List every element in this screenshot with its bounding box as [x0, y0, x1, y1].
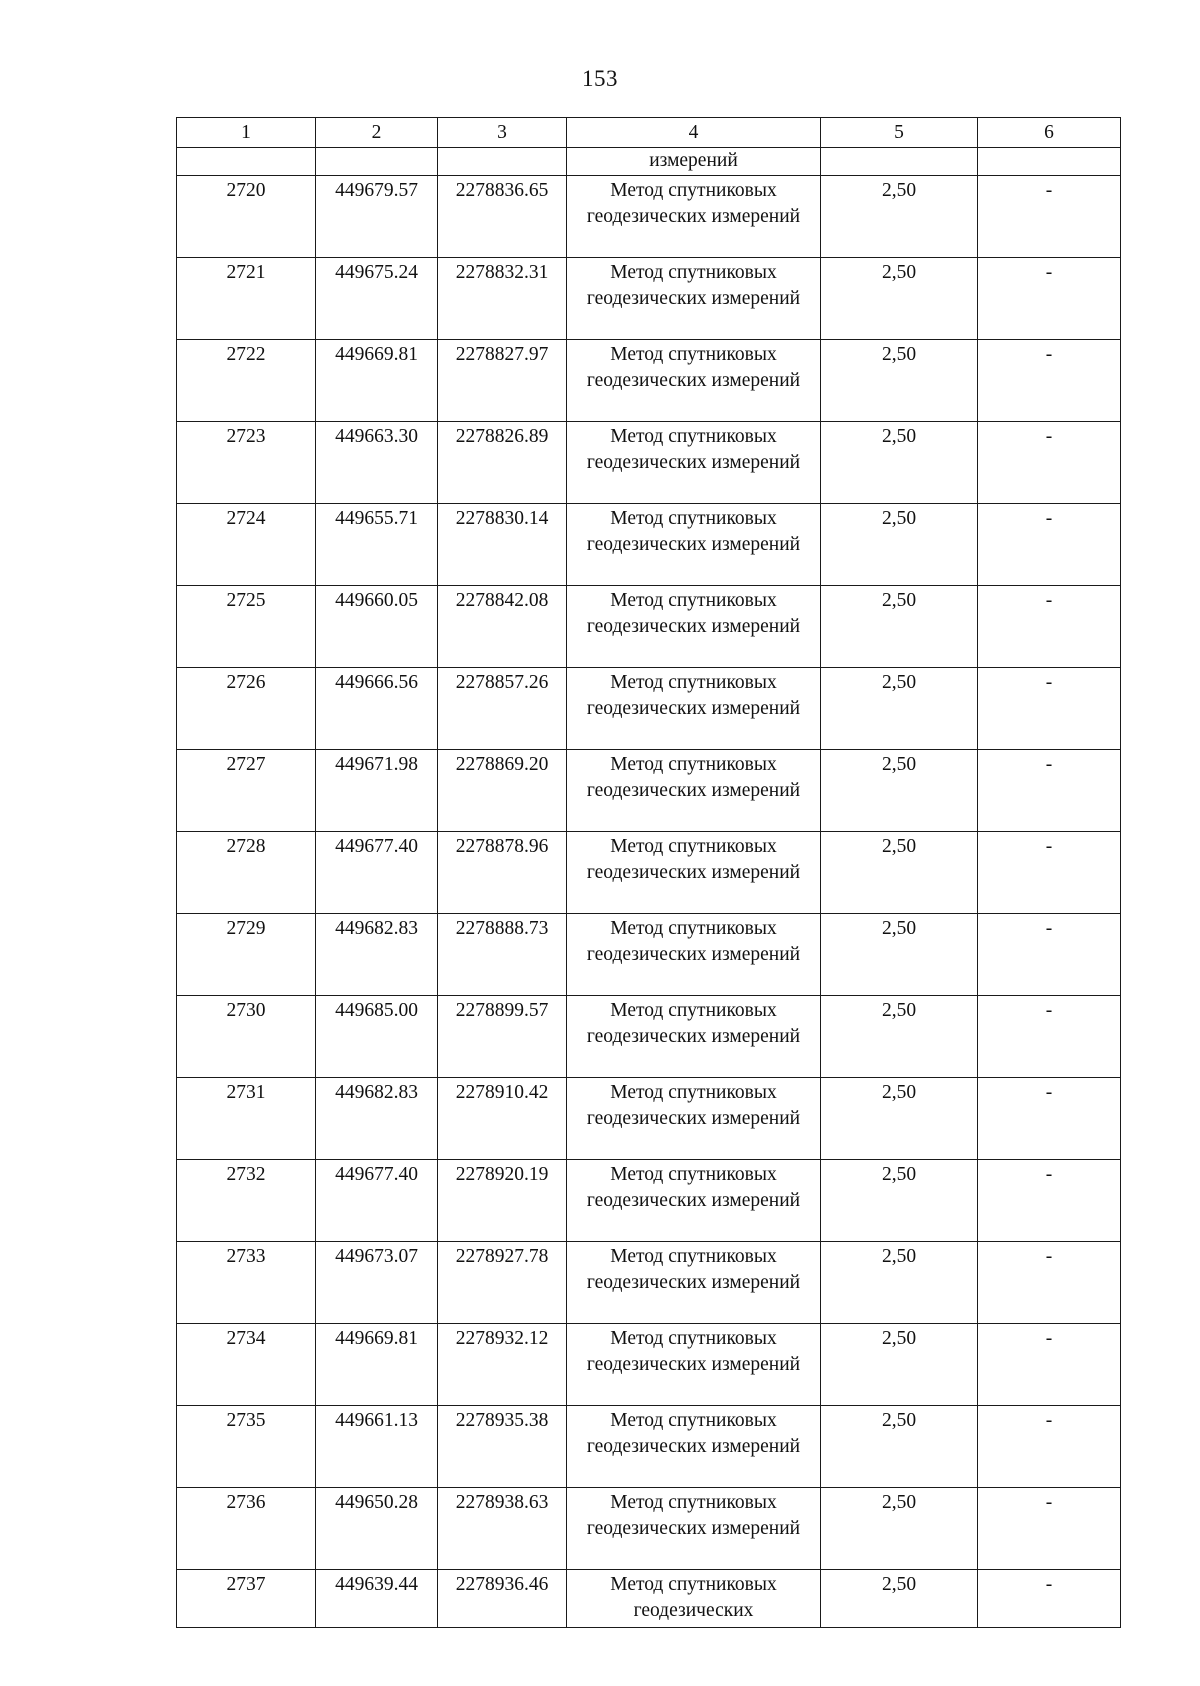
x-coordinate-cell: 449661.13: [316, 1406, 438, 1488]
continuation-row: [177, 148, 1121, 176]
table-row: [177, 422, 1121, 504]
point-number-cell: 2733: [177, 1242, 316, 1324]
point-number-cell: 2725: [177, 586, 316, 668]
point-number-cell: 2735: [177, 1406, 316, 1488]
x-coordinate-cell: 449671.98: [316, 750, 438, 832]
method-cell: Метод спутниковых геодезических измерений: [567, 1406, 821, 1488]
x-coordinate-cell: 449669.81: [316, 340, 438, 422]
y-coordinate-cell: 2278920.19: [438, 1160, 567, 1242]
note-cell: -: [978, 750, 1121, 832]
y-coordinate-cell: 2278830.14: [438, 504, 567, 586]
x-coordinate-cell: 449639.44: [316, 1570, 438, 1628]
note-cell: -: [978, 258, 1121, 340]
column-number-row: [177, 118, 1121, 148]
accuracy-cell: 2,50: [821, 750, 978, 832]
table-row: [177, 1570, 1121, 1628]
point-number-cell: 2721: [177, 258, 316, 340]
column-header: 3: [438, 118, 567, 148]
point-number-cell: 2737: [177, 1570, 316, 1628]
x-coordinate-cell: 449685.00: [316, 996, 438, 1078]
method-cell: Метод спутниковых геодезических измерений: [567, 176, 821, 258]
table-body: [177, 118, 1121, 1628]
column-header: 1: [177, 118, 316, 148]
table-cell: [978, 148, 1121, 176]
note-cell: -: [978, 340, 1121, 422]
table-row: [177, 258, 1121, 340]
x-coordinate-cell: 449655.71: [316, 504, 438, 586]
point-number-cell: 2734: [177, 1324, 316, 1406]
x-coordinate-cell: 449666.56: [316, 668, 438, 750]
y-coordinate-cell: 2278927.78: [438, 1242, 567, 1324]
point-number-cell: 2731: [177, 1078, 316, 1160]
y-coordinate-cell: 2278935.38: [438, 1406, 567, 1488]
method-cell: Метод спутниковых геодезических измерений: [567, 504, 821, 586]
x-coordinate-cell: 449669.81: [316, 1324, 438, 1406]
point-number-cell: 2736: [177, 1488, 316, 1570]
table-row: [177, 750, 1121, 832]
table-row: [177, 1406, 1121, 1488]
table-row: [177, 586, 1121, 668]
page-number: 153: [582, 66, 618, 91]
method-cell: Метод спутниковых геодезических измерений: [567, 258, 821, 340]
table-cell: измерений: [567, 148, 821, 176]
method-cell: Метод спутниковых геодезических измерений: [567, 586, 821, 668]
point-number-cell: 2722: [177, 340, 316, 422]
table-row: [177, 504, 1121, 586]
column-header: 4: [567, 118, 821, 148]
accuracy-cell: 2,50: [821, 668, 978, 750]
note-cell: -: [978, 1324, 1121, 1406]
y-coordinate-cell: 2278842.08: [438, 586, 567, 668]
note-cell: -: [978, 914, 1121, 996]
method-cell: Метод спутниковых геодезических измерений: [567, 914, 821, 996]
point-number-cell: 2723: [177, 422, 316, 504]
note-cell: -: [978, 668, 1121, 750]
accuracy-cell: 2,50: [821, 176, 978, 258]
y-coordinate-cell: 2278899.57: [438, 996, 567, 1078]
accuracy-cell: 2,50: [821, 1078, 978, 1160]
note-cell: -: [978, 504, 1121, 586]
y-coordinate-cell: 2278878.96: [438, 832, 567, 914]
point-number-cell: 2727: [177, 750, 316, 832]
x-coordinate-cell: 449682.83: [316, 1078, 438, 1160]
x-coordinate-cell: 449663.30: [316, 422, 438, 504]
x-coordinate-cell: 449650.28: [316, 1488, 438, 1570]
table-cell: [177, 148, 316, 176]
accuracy-cell: 2,50: [821, 1488, 978, 1570]
note-cell: -: [978, 422, 1121, 504]
x-coordinate-cell: 449677.40: [316, 1160, 438, 1242]
column-header: 2: [316, 118, 438, 148]
column-header: 5: [821, 118, 978, 148]
table-row: [177, 668, 1121, 750]
y-coordinate-cell: 2278826.89: [438, 422, 567, 504]
table-row: [177, 1324, 1121, 1406]
table-row: [177, 1242, 1121, 1324]
y-coordinate-cell: 2278869.20: [438, 750, 567, 832]
y-coordinate-cell: 2278938.63: [438, 1488, 567, 1570]
method-cell: Метод спутниковых геодезических измерений: [567, 1078, 821, 1160]
accuracy-cell: 2,50: [821, 422, 978, 504]
point-number-cell: 2730: [177, 996, 316, 1078]
method-cell: Метод спутниковых геодезических измерений: [567, 832, 821, 914]
point-number-cell: 2726: [177, 668, 316, 750]
table-cell: [316, 148, 438, 176]
y-coordinate-cell: 2278836.65: [438, 176, 567, 258]
method-cell: Метод спутниковых геодезических измерений: [567, 750, 821, 832]
table-row: [177, 340, 1121, 422]
accuracy-cell: 2,50: [821, 340, 978, 422]
point-number-cell: 2724: [177, 504, 316, 586]
x-coordinate-cell: 449677.40: [316, 832, 438, 914]
note-cell: -: [978, 1488, 1121, 1570]
point-number-cell: 2720: [177, 176, 316, 258]
accuracy-cell: 2,50: [821, 1324, 978, 1406]
coordinates-table: [176, 117, 1121, 1628]
method-cell: Метод спутниковых геодезических: [567, 1570, 821, 1628]
accuracy-cell: 2,50: [821, 1242, 978, 1324]
accuracy-cell: 2,50: [821, 1570, 978, 1628]
y-coordinate-cell: 2278888.73: [438, 914, 567, 996]
y-coordinate-cell: 2278910.42: [438, 1078, 567, 1160]
table-row: [177, 1160, 1121, 1242]
x-coordinate-cell: 449675.24: [316, 258, 438, 340]
table-row: [177, 176, 1121, 258]
note-cell: -: [978, 586, 1121, 668]
method-cell: Метод спутниковых геодезических измерений: [567, 668, 821, 750]
method-cell: Метод спутниковых геодезических измерений: [567, 1242, 821, 1324]
y-coordinate-cell: 2278857.26: [438, 668, 567, 750]
note-cell: -: [978, 1160, 1121, 1242]
table-cell: [821, 148, 978, 176]
accuracy-cell: 2,50: [821, 914, 978, 996]
accuracy-cell: 2,50: [821, 504, 978, 586]
note-cell: -: [978, 1406, 1121, 1488]
table-cell: [438, 148, 567, 176]
point-number-cell: 2728: [177, 832, 316, 914]
x-coordinate-cell: 449682.83: [316, 914, 438, 996]
accuracy-cell: 2,50: [821, 996, 978, 1078]
note-cell: -: [978, 176, 1121, 258]
accuracy-cell: 2,50: [821, 1160, 978, 1242]
table-row: [177, 1488, 1121, 1570]
accuracy-cell: 2,50: [821, 586, 978, 668]
accuracy-cell: 2,50: [821, 258, 978, 340]
point-number-cell: 2729: [177, 914, 316, 996]
method-cell: Метод спутниковых геодезических измерений: [567, 996, 821, 1078]
accuracy-cell: 2,50: [821, 1406, 978, 1488]
y-coordinate-cell: 2278832.31: [438, 258, 567, 340]
note-cell: -: [978, 1570, 1121, 1628]
y-coordinate-cell: 2278827.97: [438, 340, 567, 422]
point-number-cell: 2732: [177, 1160, 316, 1242]
note-cell: -: [978, 1242, 1121, 1324]
y-coordinate-cell: 2278932.12: [438, 1324, 567, 1406]
note-cell: -: [978, 832, 1121, 914]
x-coordinate-cell: 449673.07: [316, 1242, 438, 1324]
note-cell: -: [978, 996, 1121, 1078]
x-coordinate-cell: 449660.05: [316, 586, 438, 668]
table-row: [177, 1078, 1121, 1160]
table-row: [177, 996, 1121, 1078]
table-row: [177, 914, 1121, 996]
column-header: 6: [978, 118, 1121, 148]
method-cell: Метод спутниковых геодезических измерений: [567, 1324, 821, 1406]
accuracy-cell: 2,50: [821, 832, 978, 914]
y-coordinate-cell: 2278936.46: [438, 1570, 567, 1628]
method-cell: Метод спутниковых геодезических измерений: [567, 1160, 821, 1242]
method-cell: Метод спутниковых геодезических измерений: [567, 340, 821, 422]
table-row: [177, 832, 1121, 914]
method-cell: Метод спутниковых геодезических измерений: [567, 422, 821, 504]
x-coordinate-cell: 449679.57: [316, 176, 438, 258]
note-cell: -: [978, 1078, 1121, 1160]
method-cell: Метод спутниковых геодезических измерений: [567, 1488, 821, 1570]
